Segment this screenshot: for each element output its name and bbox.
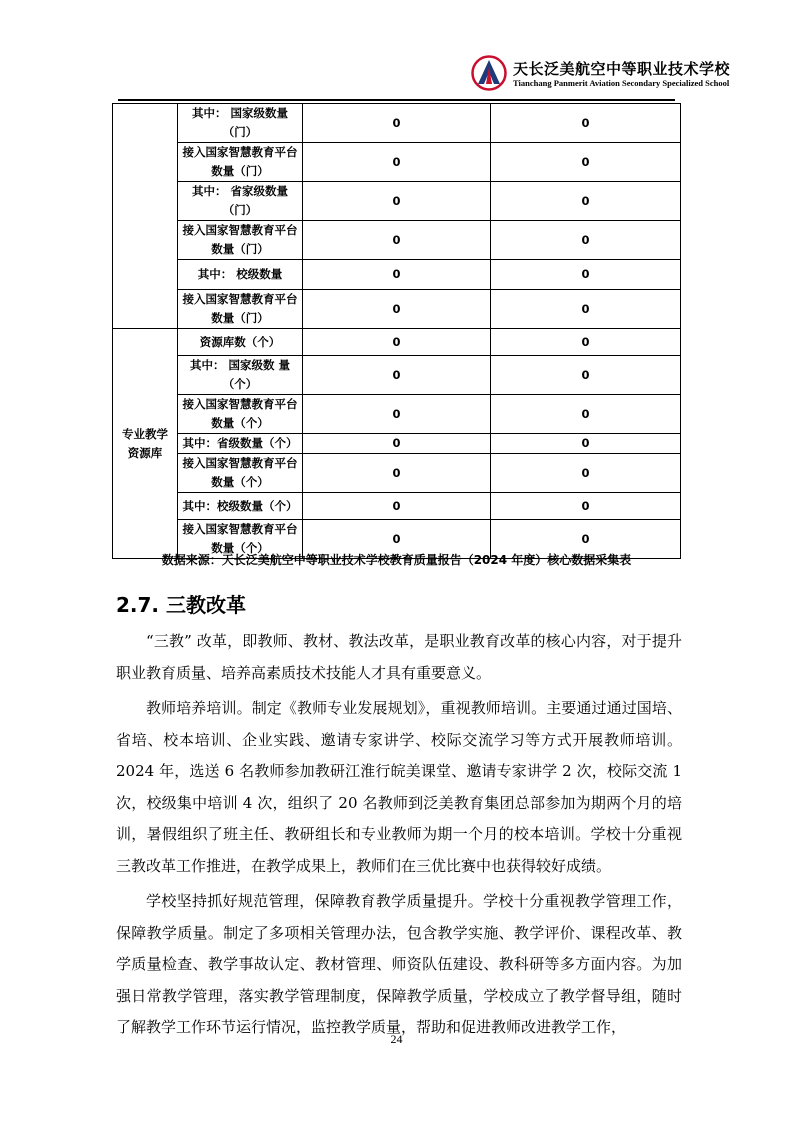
row-label: 接入国家智慧教育平台数量（个） [178,454,303,493]
table-row [113,260,681,290]
value-2024: 0 [491,434,681,454]
page-header [0,0,793,105]
value-2023: 0 [303,182,491,221]
table-row [113,290,681,329]
value-2023: 0 [303,104,491,143]
page-number: 24 [390,1032,403,1046]
group-cell-blank [113,104,178,329]
value-2024: 0 [491,290,681,329]
value-2023: 0 [303,520,491,559]
value-2023: 0 [303,260,491,290]
row-label: 其中：校级数量（个） [178,493,303,520]
group-cell-label: 专业教学资源库 [113,329,178,559]
value-2023: 0 [303,395,491,434]
table-row [113,493,681,520]
value-2024: 0 [491,260,681,290]
table-row [113,434,681,454]
table-row [113,182,681,221]
row-label: 其中： 校级数量 [178,260,303,290]
value-2023: 0 [303,143,491,182]
row-label: 其中： 国家级数量（门） [178,104,303,143]
row-label: 接入国家智慧教育平台数量（个） [178,520,303,559]
paragraph: 教师培养培训。制定《教师专业发展规划》，重视教师培训。主要通过通过国培、省培、校本培训、企业实践、邀请专家讲学、校际交流学习等方式开展教师培训。2024 年，选送 6 名教师参加教研江淮行皖美课堂、邀请专家讲学 2 次，校际交流 1 次，校级集中培训 4 次，组织了 20 名教师到泛美教育集团总部参加为期两个月的培训，暑假组织了班主任、教研组长和专业教师为期一个月的校本培训。学校十分重视三教改革工作推进，在教学成果上，教师们在三优比赛中也获得较好成绩。 [116,699,682,875]
value-2023: 0 [303,329,491,356]
section-title: 2.7. 三教改革 [116,593,246,617]
paragraph: “三教” 改革，即教师、教材、教法改革，是职业教育改革的核心内容，对于提升职业教育质量、培养高素质技术技能人才具有重要意义。 [116,632,682,682]
section-body [116,626,682,1048]
value-2023: 0 [303,454,491,493]
value-2024: 0 [491,454,681,493]
table-row [113,329,681,356]
value-2023: 0 [303,290,491,329]
table-row [113,356,681,395]
row-label: 接入国家智慧教育平台数量（门） [178,143,303,182]
school-name-en: Tianchang Panmerit Aviation Secondary Specialized School [513,78,730,88]
row-label: 资源库数（个） [178,329,303,356]
school-name-cn: 天长泛美航空中等职业技术学校 [513,60,731,78]
row-label: 其中： 国家级数 量（个） [178,356,303,395]
data-table-body [113,104,681,559]
value-2023: 0 [303,434,491,454]
value-2024: 0 [491,104,681,143]
value-2024: 0 [491,395,681,434]
table-row [113,395,681,434]
paragraph: 学校坚持抓好规范管理，保障教育教学质量提升。学校十分重视教学管理工作，保障教学质量。制定了多项相关管理办法，包含教学实施、教学评价、课程改革、教学质量检查、教学事故认定、教材管理、师资队伍建设、教科研等多方面内容。为加强日常教学管理，落实教学管理制度，保障教学质量，学校成立了教学督导组，随时了解教学工作环节运行情况，监控教学质量，帮助和促进教师改进教学工作， [116,892,682,1036]
value-2024: 0 [491,221,681,260]
value-2023: 0 [303,221,491,260]
table-row [113,454,681,493]
value-2023: 0 [303,493,491,520]
value-2024: 0 [491,520,681,559]
row-label: 其中：省级数量（个） [178,434,303,454]
row-label: 接入国家智慧教育平台数量（门） [178,290,303,329]
table-row [113,143,681,182]
table-caption: 数据来源：天长泛美航空中等职业技术学校教育质量报告（2024 年度）核心数据采集表 [161,553,632,567]
value-2024: 0 [491,356,681,395]
row-label: 接入国家智慧教育平台数量（个） [178,395,303,434]
row-label: 其中： 省家级数量（门） [178,182,303,221]
data-table [112,103,681,559]
value-2024: 0 [491,329,681,356]
value-2024: 0 [491,182,681,221]
row-label: 接入国家智慧教育平台数量（门） [178,221,303,260]
table-row [113,104,681,143]
table-row [113,221,681,260]
header-divider [118,99,675,101]
school-logo-icon [471,55,507,91]
value-2023: 0 [303,356,491,395]
value-2024: 0 [491,143,681,182]
value-2024: 0 [491,493,681,520]
